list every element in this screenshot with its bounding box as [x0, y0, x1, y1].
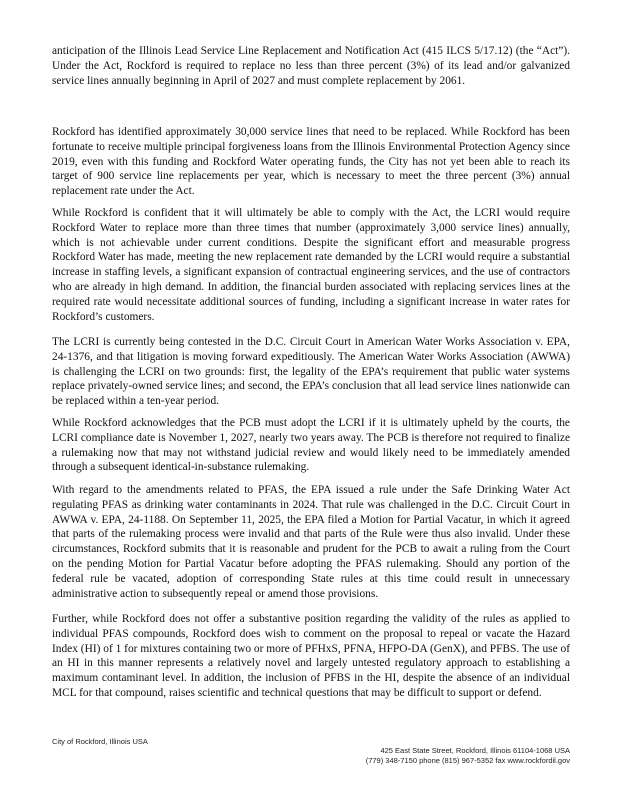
footer-city-name: City of Rockford, Illinois USA	[52, 737, 148, 746]
paragraph-hazard-index: Further, while Rockford does not offer a substantive position regarding the validity of the rules as applied to individual PFAS compounds, Rockford does wish to comment on the proposal to repeal or vacate the Hazard Index (HI) of 1 for mixtures containing two or more of PFHxS, PFNA, HFPO-DA (GenX), and PFBS. The use of an HI in this manner represents a relatively novel and largely untested regulatory approach to establishing a maximum contaminant level. In addition, the inclusion of PFBS in the HI, despite the absence of an individual MCL for that compound, raises scientific and technical questions that may be difficult to support or defend.	[52, 613, 570, 699]
footer-phone-fax-web: (779) 348-7150 phone (815) 967-5352 fax www.rockfordil.gov	[365, 756, 570, 765]
paragraph-lcri-requirements: While Rockford is confident that it will ultimately be able to comply with the Act, the LCRI would require Rockford Water to replace more than three times that number (approximately 3,000 service lines) annually, which is not achievable under current conditions. Despite the significant effort and measurable progress Rockford Water has made, meeting the new replacement rate demanded by the LCRI would require a substantial increase in staffing levels, a significant expansion of contractual engineering services, and the use of contractors who are already in high demand. In addition, the financial burden associated with replacing services lines at the required rate would necessitate additional sources of funding, including a significant increase in water rates for Rockford’s customers.	[52, 207, 570, 323]
paragraph-service-lines: Rockford has identified approximately 30,000 service lines that need to be replaced. While Rockford has been fortunate to receive multiple principal forgiveness loans from the Illinois Environmental Protection Agency since 2019, even with this funding and Rockford Water operating funds, the City has not yet been able to reach its target of 900 service line replacements per year, which is necessary to meet the three percent (3%) annual replacement rate under the Act.	[52, 126, 570, 198]
footer-contact-block	[366, 746, 570, 766]
paragraph-pfas-rule: With regard to the amendments related to PFAS, the EPA issued a rule under the Safe Drinking Water Act regulating PFAS as drinking water contaminants in 2024. That rule was challenged in the D.C. Circuit Court in AWWA v. EPA, 24-1188. On September 11, 2025, the EPA filed a Motion for Partial Vacatur, in which it agreed that parts of the rulemaking process were invalid and that parts of the Rule were thus also invalid. Under these circumstances, Rockford submits that it is reasonable and prudent for the PCB to await a ruling from the Court on the pending Motion for Partial Vacatur before adopting the PFAS rulemaking. Should any portion of the federal rule be vacated, adoption of corresponding State rules at this time could result in unnecessary administrative action to subsequently repeal or amend those provisions.	[52, 484, 570, 600]
paragraph-pcb-compliance: While Rockford acknowledges that the PCB must adopt the LCRI if it is ultimately upheld by the courts, the LCRI compliance date is November 1, 2027, nearly two years away. The PCB is therefore not required to finalize a rulemaking now that may not withstand judicial review and would likely need to be immediately amended through a subsequent identical-in-substance rulemaking.	[52, 417, 570, 474]
paragraph-lcri-litigation: The LCRI is currently being contested in the D.C. Circuit Court in American Water Works Association v. EPA, 24-1376, and that litigation is moving forward expeditiously. The American Water Works Association (AWWA) is challenging the LCRI on two grounds: first, the legality of the EPA’s requirement that public water systems replace privately-owned service lines; and second, the EPA’s conclusion that all lead service lines nationwide can be replaced within a ten-year period.	[52, 336, 570, 408]
footer-address: 425 East State Street, Rockford, Illinois 61104-1068 USA	[380, 746, 570, 755]
paragraph-act-anticipation: anticipation of the Illinois Lead Service Line Replacement and Notification Act (415 ILCS 5/17.12) (the “Act”). Under the Act, Rockford is required to replace no less than three percent (3%) of its lead and/or galvanized service lines annually beginning in April of 2027 and must complete replacement by 2061.	[52, 45, 570, 87]
